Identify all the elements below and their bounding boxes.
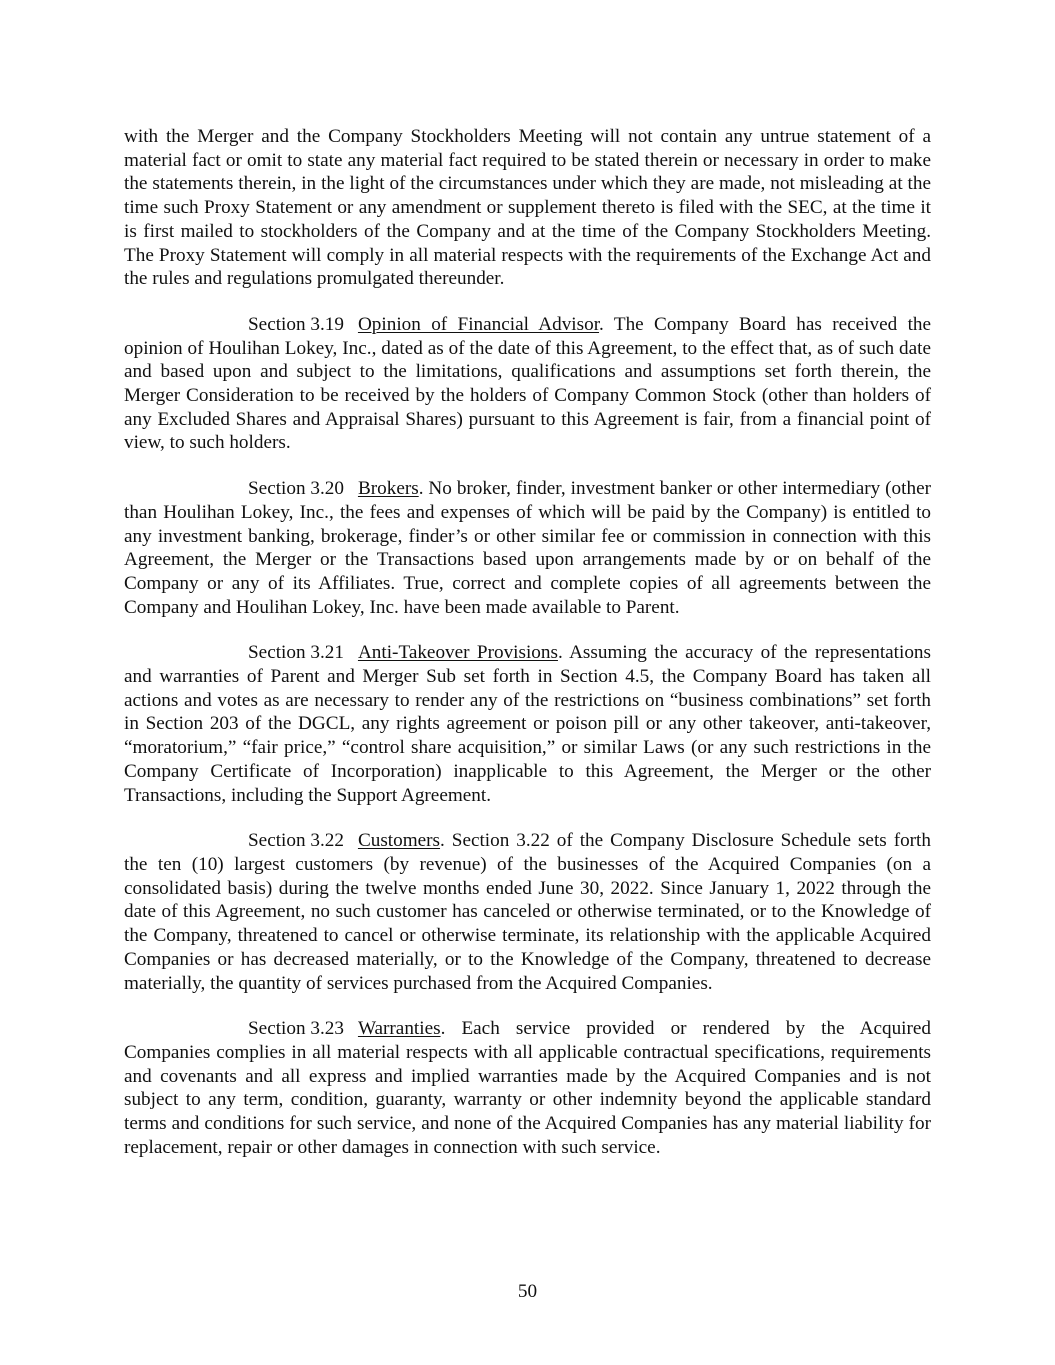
section-title: Customers	[357, 830, 441, 852]
section-3-22-paragraph	[124, 829, 931, 995]
section-body: . Each service provided or rendered by the Acquired Companies complies in all material respects with all applicable contractual specifications, requirements and covenants and all express and implied warranties made by the Acquired Companies and is not subject to any term, condition, guaranty, warranty or other indemnity beyond the applicable standard terms and conditions for such service, and none of the Acquired Companies has any material liability for replacement, repair or other damages in connection with such service.	[124, 1018, 931, 1158]
page-number: 50	[517, 1281, 538, 1302]
section-number: Section 3.22	[248, 830, 344, 852]
section-number: Section 3.23	[248, 1018, 344, 1040]
section-body: . The Company Board has received the opinion of Houlihan Lokey, Inc., dated as of the date of this Agreement, to the effect that, as of such date and based upon and subject to the limitations, qualifications and assumptions set forth therein, the Merger Consideration to be received by the holders of Company Common Stock (other than holders of any Excluded Shares and Appraisal Shares) pursuant to this Agreement is fair, from a financial point of view, to such holders.	[124, 313, 932, 454]
section-number: Section 3.19	[248, 313, 344, 335]
section-number: Section 3.21	[248, 642, 344, 664]
section-3-23-paragraph	[124, 1017, 931, 1159]
section-3-19-paragraph	[124, 313, 931, 455]
section-title: Opinion of Financial Advisor	[357, 313, 600, 335]
section-body: . No broker, finder, investment banker or other intermediary (other than Houlihan Lokey, Inc., the fees and expenses of which will be paid by the Company) is entitled to any investment banking, brokerage, finder’s or other similar fee or commission in connection with this Agreement, the Merger or the Transactions based upon arrangements made by or on behalf of the Company or any of its Affiliates. True, correct and complete copies of all agreements between the Company and Houlihan Lokey, Inc. have been made available to Parent.	[124, 478, 931, 618]
section-body: . Section 3.22 of the Company Disclosure Schedule sets forth the ten (10) largest customers (by revenue) of the businesses of the Acquired Companies (on a consolidated basis) during the twelve months ended June 30, 2022. Since January 1, 2022 through the date of this Agreement, no such customer has canceled or otherwise terminated, or to the Knowledge of the Company, threatened to cancel or otherwise terminate, its relationship with the applicable Acquired Companies or has decreased materially, or to the Knowledge of the Company, threatened to decrease materially, the quantity of services purchased from the Acquired Companies.	[124, 830, 931, 994]
section-title: Warranties	[357, 1018, 441, 1040]
section-3-21-paragraph	[124, 641, 931, 807]
continuation-paragraph: with the Merger and the Company Stockholders Meeting will not contain any untrue statement of a material fact or omit to state any material fact required to be stated therein or necessary in order to make the statements therein, in the light of the circumstances under which they are made, not misleading at the time such Proxy Statement or any amendment or supplement thereto is filed with the SEC, at the time it is first mailed to stockholders of the Company and at the time of the Company Stockholders Meeting. The Proxy Statement will comply in all material respects with the requirements of the Exchange Act and the rules and regulations promulgated thereunder.	[124, 126, 931, 290]
section-body: . Assuming the accuracy of the representations and warranties of Parent and Merger Sub set forth in Section 4.5, the Company Board has taken all actions and votes as are necessary to render any of the restrictions on “business combinations” set forth in Section 203 of the DGCL, any rights agreement or poison pill or any other takeover, anti-takeover, “moratorium,” “fair price,” “control share acquisition,” or similar Laws (or any such restrictions in the Company Certificate of Incorporation) inapplicable to this Agreement, the Merger or the other Transactions, including the Support Agreement.	[124, 642, 931, 806]
document-body	[124, 125, 931, 1181]
section-3-20-paragraph	[124, 477, 931, 619]
section-number: Section 3.20	[248, 478, 344, 500]
section-title: Brokers	[357, 478, 419, 500]
section-title: Anti-Takeover Provisions	[357, 642, 558, 664]
